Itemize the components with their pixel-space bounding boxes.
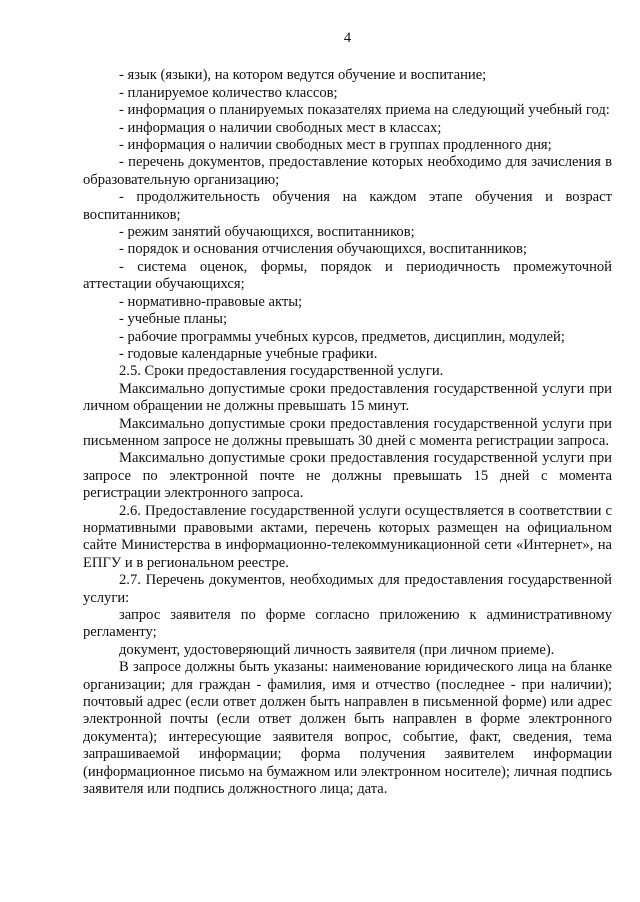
page-number: 4 [343,30,352,46]
list-item-free-places-groups: - информация о наличии свободных мест в группах продленного дня; [119,137,552,154]
list-item-curricula: - учебные планы; [119,311,228,328]
list-item-free-places-classes: - информация о наличии свободных мест в классах; [119,119,442,136]
list-item-duration: - продолжительность обучения на каждом этапе обучения и возраст воспитанников; [83,189,612,223]
paragraph-personal-visit: Максимально допустимые сроки предоставления государственной услуги при личном обращении не должны превышать 15 минут. [83,380,612,415]
section-2-7: 2.7. Перечень документов, необходимых для предоставления государственной услуги: [83,572,612,606]
paragraph-identity-document: документ, удостоверяющий личность заявителя (при личном приеме). [119,641,555,658]
list-item-schedule: - режим занятий обучающихся, воспитанников; [119,224,415,241]
section-2-6: 2.6. Предоставление государственной услуги осуществляется в соответствии с нормативными правовыми актами, перечень которых размещен на официальном сайте Министерства в информационно-телекоммуникационной сети «Интернет», на ЕПГУ и в региональном реестре. [83,502,612,571]
list-item-grading: - система оценок, формы, порядок и периодичность промежуточной аттестации обучающихся; [83,258,612,293]
paragraph-request-form: запрос заявителя по форме согласно приложению к административному регламенту; [83,607,612,641]
paragraph-written-request: Максимально допустимые сроки предоставления государственной услуги при письменном запросе не должны превышать 30 дней с момента регистрации запроса. [83,415,612,449]
document-page [83,30,612,798]
section-heading-2-5: 2.5. Сроки предоставления государственной услуги. [119,363,444,380]
list-item-classes-count: - планируемое количество классов; [119,84,338,101]
paragraph-email-request: Максимально допустимые сроки предоставления государственной услуги при запросе по электронной почте не должны превышать 15 дней с момента регистрации электронного запроса. [83,450,612,502]
list-item-documents-list: - перечень документов, предоставление которых необходимо для зачисления в образовательную организацию; [83,154,612,188]
list-item-programs: - рабочие программы учебных курсов, предметов, дисциплин, модулей; [119,328,565,345]
list-item-admission-indicators: - информация о планируемых показателях приема на следующий учебный год: [119,102,610,119]
paragraph-request-contents: В запросе должны быть указаны: наименование юридического лица на бланке организации; для граждан - фамилия, имя и отчество (последнее - при наличии); почтовый адрес (если ответ должен быть направлен в письменной форме) или адрес электронной почты (если ответ должен быть направлен в форме электронного документа); интересующие заявителя вопрос, событие, факт, сведения, тема запрашиваемой информации; форма получения заявителем информации (информационное письмо на бумажном или электронном носителе); личная подпись заявителя или подпись должностного лица; дата. [83,659,612,798]
list-item-calendar: - годовые календарные учебные графики. [119,345,378,362]
list-item-legal-acts: - нормативно-правовые акты; [119,293,303,310]
list-item-language: - язык (языки), на котором ведутся обучение и воспитание; [119,67,487,84]
list-item-expulsion: - порядок и основания отчисления обучающихся, воспитанников; [119,241,527,258]
